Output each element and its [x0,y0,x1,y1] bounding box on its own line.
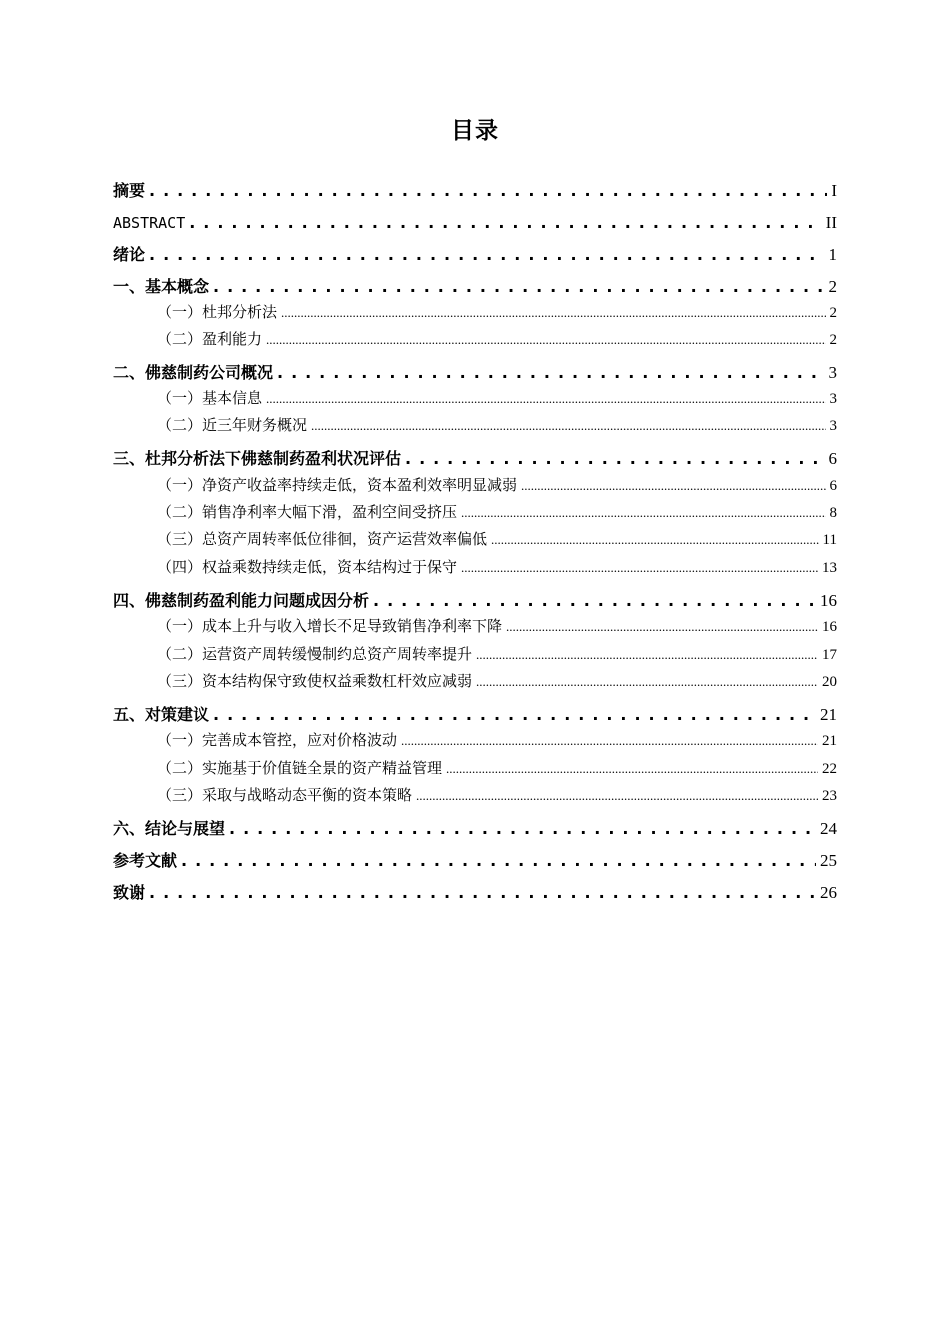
dot-leader [181,846,816,876]
toc-entry-label: ABSTRACT [113,214,186,232]
toc-entry-label: （二）盈利能力 [157,330,263,348]
toc-entry-section-2-1[interactable] [113,385,837,412]
toc-entry-page: 6 [828,449,837,468]
toc-entry-page: II [825,213,837,232]
toc-entry-section-5-3[interactable] [113,782,837,809]
toc-entry-section-4-2[interactable] [113,641,837,668]
dot-leader [521,472,825,499]
toc-entry-page: 16 [822,619,837,635]
toc-entry-label: （四）权益乘数持续走低，资本结构过于保守 [157,558,458,576]
toc-entry-page: 2 [829,305,837,321]
toc-entry-label: （二）运营资产周转缓慢制约总资产周转率提升 [157,645,473,663]
dot-leader [213,272,824,302]
dot-leader [401,727,818,754]
dot-leader [311,412,825,439]
toc-entry-label: 五、对策建议 [113,705,210,724]
dot-leader [373,586,816,616]
toc-entry-section-4-1[interactable] [113,613,837,640]
toc-entry-label: 绪论 [113,245,146,264]
toc-entry-chapter-2[interactable] [113,358,837,388]
toc-entry-page: 8 [829,505,837,521]
toc-entry-section-4-3[interactable] [113,668,837,695]
toc-entry-page: 2 [828,277,837,296]
toc-entry-page: 24 [820,819,837,838]
toc-entry-label: （一）净资产收益率持续走低，资本盈利效率明显减弱 [157,476,518,494]
toc-entry-label: （一）杜邦分析法 [157,303,278,321]
toc-entry-section-1-2[interactable] [113,326,837,353]
toc-entry-label: 一、基本概念 [113,277,210,296]
dot-leader [416,782,818,809]
toc-entry-label: （二）近三年财务概况 [157,416,308,434]
toc-entry-section-5-1[interactable] [113,727,837,754]
toc-entry-section-3-3[interactable] [113,526,837,553]
dot-leader [506,613,818,640]
dot-leader [266,385,825,412]
toc-entry-page: 17 [822,647,837,663]
dot-leader [277,358,824,388]
toc-entry-references[interactable] [113,846,837,876]
toc-entry-abstract-en[interactable] [113,208,837,238]
toc-entry-chapter-3[interactable] [113,444,837,474]
toc-entry-label: （二）销售净利率大幅下滑，盈利空间受挤压 [157,503,458,521]
toc-entry-label: 致谢 [113,883,146,902]
dot-leader [405,444,824,474]
dot-leader [461,554,818,581]
toc-entry-section-3-4[interactable] [113,554,837,581]
toc-entry-introduction[interactable] [113,240,837,270]
toc-entry-label: （三）资本结构保守致使权益乘数杠杆效应减弱 [157,672,473,690]
toc-entry-label: （三）采取与战略动态平衡的资本策略 [157,786,413,804]
dot-leader [149,878,816,908]
toc-entry-label: 二、佛慈制药公司概况 [113,363,274,382]
toc-entry-page: 26 [820,883,837,902]
toc-entry-page: 6 [829,478,837,494]
toc-entry-page: 25 [820,851,837,870]
toc-entry-chapter-4[interactable] [113,586,837,616]
dot-leader [446,755,818,782]
toc-entry-label: （二）实施基于价值链全景的资产精益管理 [157,759,443,777]
dot-leader [476,668,818,695]
dot-leader [476,641,818,668]
dot-leader [266,326,825,353]
dot-leader [281,299,825,326]
toc-entry-page: 13 [822,560,837,576]
dot-leader [213,700,816,730]
toc-entry-label: 三、杜邦分析法下佛慈制药盈利状况评估 [113,449,402,468]
toc-entry-label: （一）完善成本管控，应对价格波动 [157,731,398,749]
toc-entry-acknowledgements[interactable] [113,878,837,908]
toc-entry-section-3-2[interactable] [113,499,837,526]
toc-entry-section-1-1[interactable] [113,299,837,326]
toc-entry-label: 六、结论与展望 [113,819,226,838]
toc-entry-page: 3 [829,391,837,407]
toc-entry-page: 2 [829,332,837,348]
dot-leader [189,208,821,238]
toc-entry-label: （三）总资产周转率低位徘徊，资产运营效率偏低 [157,530,488,548]
toc-entry-page: 1 [828,245,837,264]
toc-entry-label: （一）成本上升与收入增长不足导致销售净利率下降 [157,617,503,635]
toc-entry-page: 21 [822,733,837,749]
toc-entry-label: （一）基本信息 [157,389,263,407]
toc-entry-page: 21 [820,705,837,724]
dot-leader [461,499,825,526]
toc-entry-section-3-1[interactable] [113,472,837,499]
dot-leader [149,240,824,270]
toc-entry-chapter-6[interactable] [113,814,837,844]
toc-entry-abstract-cn[interactable] [113,176,837,206]
toc-entry-page: I [831,181,837,200]
toc-entry-section-2-2[interactable] [113,412,837,439]
dot-leader [229,814,816,844]
toc-entry-label: 摘要 [113,181,146,200]
dot-leader [149,176,827,206]
toc-entry-page: 20 [822,674,837,690]
toc-entry-label: 参考文献 [113,851,178,870]
toc-entry-chapter-5[interactable] [113,700,837,730]
toc-entry-page: 11 [822,532,837,548]
toc-entry-page: 3 [829,418,837,434]
toc-entry-page: 23 [822,788,837,804]
toc-title: 目录 [451,118,499,144]
toc-entry-page: 3 [828,363,837,382]
toc-entry-label: 四、佛慈制药盈利能力问题成因分析 [113,591,370,610]
toc-entry-page: 16 [820,591,837,610]
dot-leader [491,526,819,553]
toc-entry-chapter-1[interactable] [113,272,837,302]
toc-entry-section-5-2[interactable] [113,755,837,782]
toc-entry-page: 22 [822,761,837,777]
